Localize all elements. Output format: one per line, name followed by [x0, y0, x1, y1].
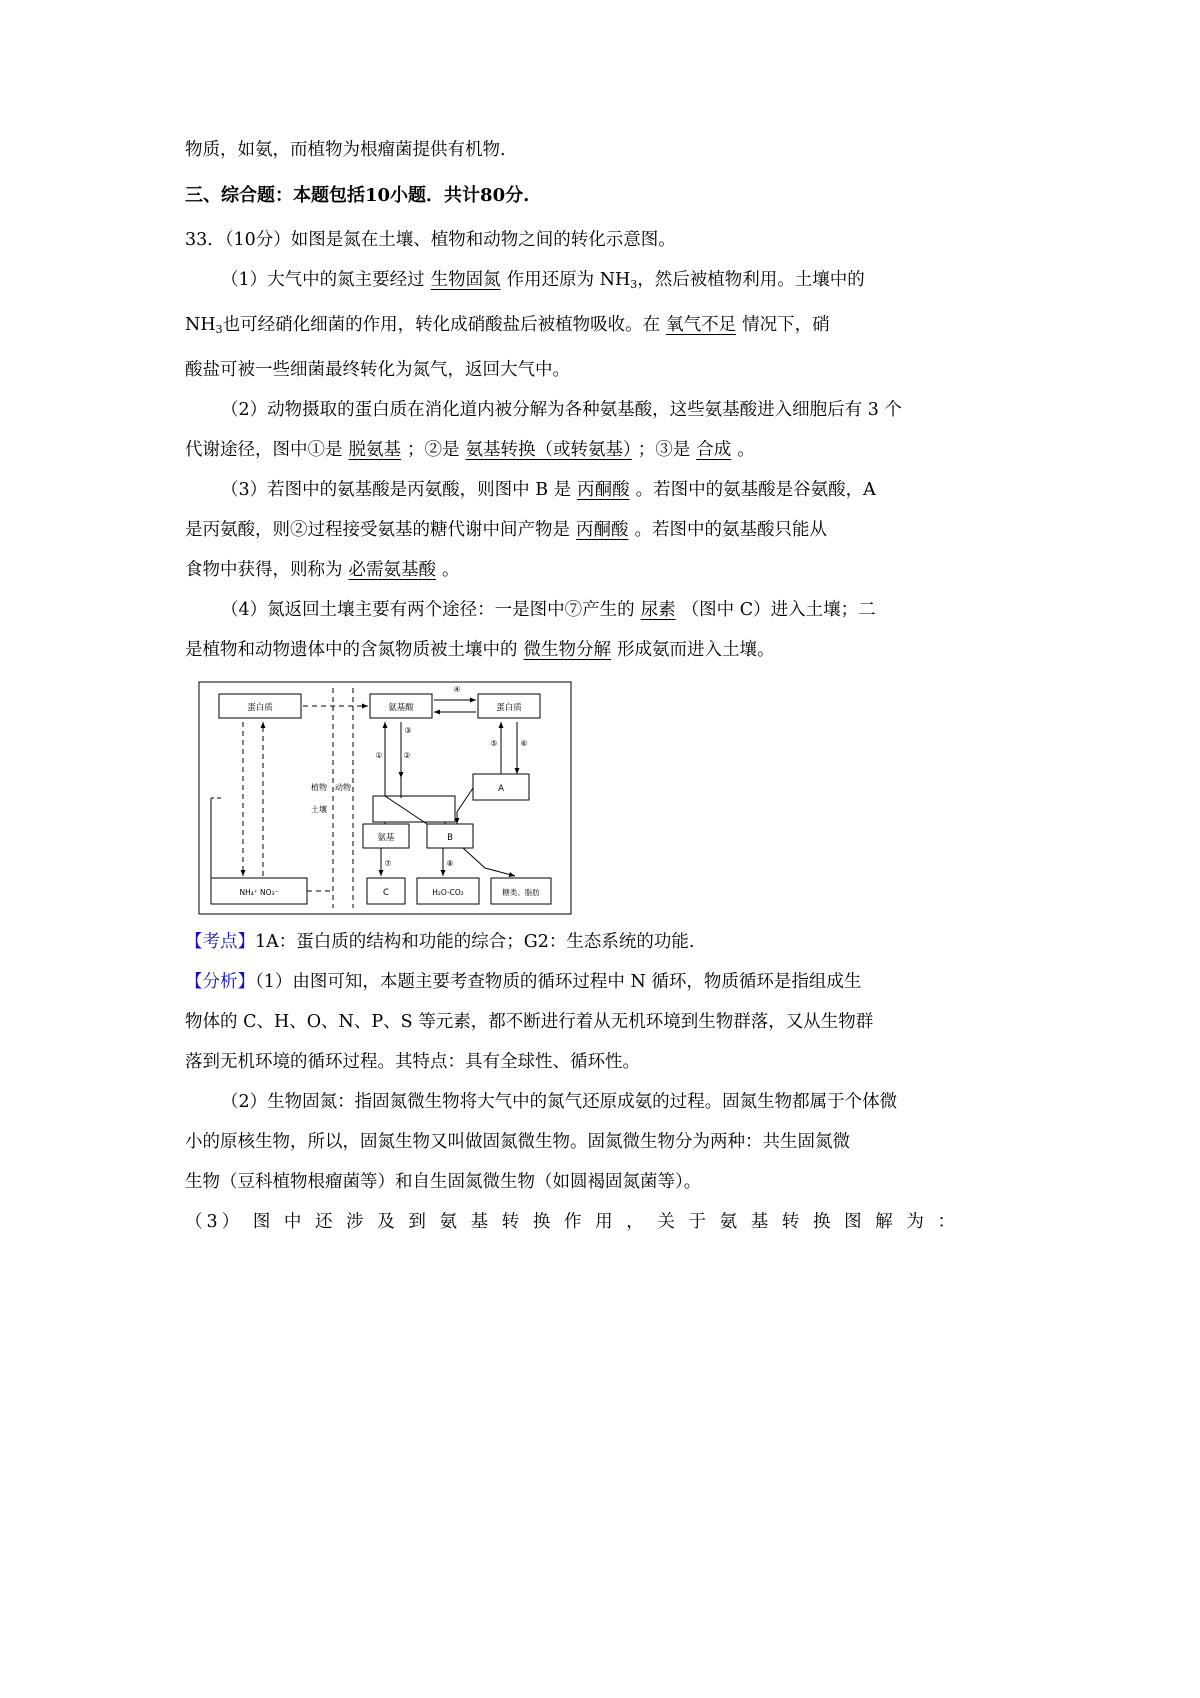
part1-text-d: NH: [185, 315, 216, 335]
figure-label-2: ②: [403, 751, 411, 760]
figure-box-nh4-no3: NH₄⁺ NO₃⁻: [239, 888, 279, 897]
part2-text-d: ；③是: [637, 440, 691, 460]
figure-label-1: ①: [375, 751, 383, 760]
part3-text-a: （3）若图中的氨基酸是丙氨酸，则图中 B 是: [221, 480, 572, 500]
figure-label-5: ⑤: [490, 739, 498, 748]
fenxi-p1a: （1）由图可知，本题主要考查物质的循环过程中 N 循环，物质循环是指组成生: [255, 972, 862, 992]
figure-box-ammonia: 氨基: [377, 833, 395, 843]
part1-sub-2: 3: [215, 323, 223, 336]
figure-label-animal: 动物: [335, 783, 351, 792]
figure-box-b: B: [447, 833, 453, 843]
part4-blank-1: 尿素: [640, 600, 676, 620]
question-part-4: [185, 590, 955, 630]
kaodian-label: 【考点】: [185, 932, 255, 952]
figure-box-fat-sugar: 糖类、脂肪: [502, 888, 540, 897]
fenxi-line-5: 小的原核生物，所以，固氮生物又叫做固氮微生物。固氮微生物分为两种：共生固氮微: [185, 1132, 850, 1152]
part1-text-b: 作用还原为 NH: [506, 270, 631, 290]
fenxi-line-7: （3） 图 中 还 涉 及 到 氨 基 转 换 作 用 ， 关 于 氨 基 转 换 图 解 为 ：: [185, 1212, 955, 1232]
fenxi-label: 【分析】: [185, 972, 255, 992]
question-part-3: [185, 470, 955, 510]
fenxi-line-4: （2）生物固氮：指固氮微生物将大气中的氮气还原成氨的过程。固氮生物都属于个体微: [221, 1092, 898, 1112]
part3-text-c: 是丙氨酸，则②过程接受氨基的糖代谢中间产物是: [185, 520, 570, 540]
figure-label-3: ③: [404, 726, 412, 735]
part4-text-c: 是植物和动物遗体中的含氮物质被土壤中的: [185, 640, 518, 660]
kaodian-line: [185, 922, 955, 962]
part4-blank-2: 微生物分解: [523, 640, 611, 660]
part3-text-b: 。若图中的氨基酸是谷氨酸，A: [635, 480, 876, 500]
part2-blank-1: 脱氨基: [348, 440, 401, 460]
nitrogen-cycle-figure: [185, 678, 955, 918]
part1-blank-2: 氧气不足: [666, 315, 737, 335]
part3-text-e: 食物中获得，则称为: [185, 560, 343, 580]
part2-blank-3: 合成: [696, 440, 732, 460]
part1-text-f: 情况下，硝: [742, 315, 830, 335]
part3-text-f: 。: [442, 560, 460, 580]
fenxi-line-2: 物体的 C、H、O、N、P、S 等元素，都不断进行着从无机环境到生物群落，又从生物群: [185, 1012, 874, 1032]
figure-label-plant: 植物: [311, 783, 327, 792]
part1-blank-1: 生物固氮: [430, 270, 501, 290]
part4-text-d: 形成氨而进入土壤。: [617, 640, 775, 660]
fenxi-line-6: 生物（豆科植物根瘤菌等）和自生固氮微生物（如圆褐固氮菌等）。: [185, 1172, 702, 1192]
figure-label-7: ⑦: [384, 859, 392, 868]
part1-text-a: （1）大气中的氮主要经过: [221, 270, 425, 290]
part3-blank-1: 丙酮酸: [577, 480, 630, 500]
question-part-2-line2: [185, 430, 955, 470]
document-body: [185, 130, 955, 1242]
part2-text-c: ；②是: [407, 440, 460, 460]
part3-blank-2: 丙酮酸: [576, 520, 629, 540]
part4-text-b: （图中 C）进入土壤；二: [681, 600, 876, 620]
figure-box-amino-acid: 氨基酸: [388, 703, 414, 713]
question-part-4-line2: [185, 630, 955, 670]
part2-text-b: 代谢途径，图中①是: [185, 440, 343, 460]
top-paragraph: 物质，如氨，而植物为根瘤菌提供有机物.: [185, 140, 506, 160]
figure-box-c: C: [383, 888, 389, 898]
part4-text-a: （4）氮返回土壤主要有两个途径：一是图中⑦产生的: [221, 600, 635, 620]
nitrogen-cycle-diagram: [195, 678, 575, 918]
part1-text-e: 也可经硝化细菌的作用，转化成硝酸盐后被植物吸收。在: [222, 315, 661, 335]
fenxi-line-3: 落到无机环境的循环过程。其特点：具有全球性、循环性。: [185, 1052, 640, 1072]
figure-label-8: ⑧: [446, 859, 454, 868]
question-number: 33．（10分）如图是氮在土壤、植物和动物之间的转化示意图。: [185, 230, 676, 250]
kaodian-text: 1A：蛋白质的结构和功能的综合；G2：生态系统的功能.: [255, 932, 695, 952]
question-part-3-line2: [185, 510, 955, 550]
figure-label-soil: 土壤: [311, 805, 327, 814]
question-part-2: （2）动物摄取的蛋白质在消化道内被分解为各种氨基酸，这些氨基酸进入细胞后有 3 个: [221, 400, 902, 420]
figure-label-4: ④: [453, 685, 461, 694]
part2-text-e: 。: [737, 440, 755, 460]
question-part-1: [185, 260, 955, 305]
part1-text-c: ，然后被植物利用。土壤中的: [637, 270, 865, 290]
part3-blank-3: 必需氨基酸: [348, 560, 436, 580]
figure-box-protein-left: 蛋白质: [247, 703, 273, 713]
part2-blank-2: 氨基转换（或转氨基）: [465, 440, 632, 460]
question-part-3-line3: [185, 550, 955, 590]
question-part-1-line2: [185, 305, 955, 350]
figure-box-a: A: [498, 784, 504, 794]
figure-box-protein-right: 蛋白质: [496, 703, 522, 713]
question-part-1-line3: 酸盐可被一些细菌最终转化为氮气，返回大气中。: [185, 360, 570, 380]
figure-box-co2: H₂O-CO₂: [432, 888, 464, 897]
part3-text-d: 。若图中的氨基酸只能从: [634, 520, 827, 540]
fenxi-line-1: [185, 962, 955, 1002]
figure-label-6: ⑥: [520, 739, 528, 748]
part1-sub-1: 3: [630, 278, 638, 291]
section-heading: 三、综合题：本题包括10小题．共计80分.: [185, 185, 530, 206]
